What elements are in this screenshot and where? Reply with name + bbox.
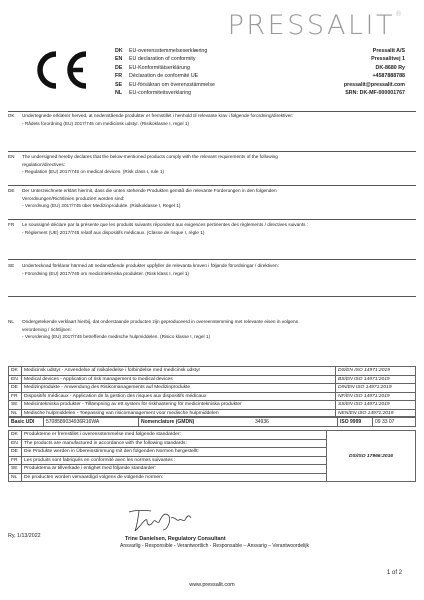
manufacture-standards-table bbox=[8, 430, 416, 482]
signature-icon bbox=[125, 506, 195, 534]
signer-name: Trine Danielsen, Regulatory Consultant bbox=[125, 536, 226, 542]
page-number: 1 of 2 bbox=[386, 570, 402, 576]
table-row: EN Medical devices - Application of risk management to medical devices BS/EN ISO 14971:2019 bbox=[9, 375, 416, 384]
table-row: FR Dispositifs médicaux - Application de la gestion des risques aux dispositifs médicaux NF/EN ISO 14971:2019 bbox=[9, 392, 416, 401]
table-row: NL Medische hulpmiddelen - Toepassing van risicomanagement voor medische hulpmiddelen NEN/EN ISO 14971:2019 bbox=[9, 409, 416, 418]
signer-role: Ansvarlig - Responsible - Verantwortlich - Responsable – Ansvarig – Verantwoordelijk bbox=[120, 543, 309, 549]
table-row: DE Die Produkte werden in Übereinstimmung mit den folgenden Normen hergestellt: bbox=[9, 448, 416, 457]
table-row: NL De producten worden vervaardigd volgens de volgende normen: bbox=[9, 473, 416, 482]
website-link[interactable]: www.pressalit.com bbox=[189, 582, 235, 588]
udi-table: Basic UDI 5708589034936R16WA Nomenclature (GMDN) 34936 ISO 9999 09 33 07 bbox=[8, 416, 416, 427]
table-row: DK Produkterne er fremstillet i overensstemmelse med følgende standarder: DS/ISO 17966:2016 bbox=[9, 431, 416, 440]
ce-mark-icon bbox=[30, 50, 90, 90]
date: Ry, 1/13/2022 bbox=[8, 533, 41, 539]
table-row: DK Medicinsk udstyr - Anvendelse af risikoledelse i forbindelse med medicinsk udstyr DS/EN ISO 14971:2019 bbox=[9, 367, 416, 376]
table-row: FR Les produits sont fabriqués en conformité avec les normes suivantes : bbox=[9, 456, 416, 465]
risk-standards-table bbox=[8, 366, 416, 418]
table-row: SE Produkterna är tillverkade i enlighet med följande standarder: bbox=[9, 465, 416, 474]
declaration-header: DK EU-overensstemmelseserklæring Pressalit A/S EN EU declaration of conformity Pressalitvej 1 DE EU-Konformitätserklärung DK-8680 Ry FR Déclaration de conformité UE +4587888788 SE EU-försäkran om överensstämmelse pressalit@pressalit.com NL EU-conformiteitsverklaring SRN: DK-MF-000001767 bbox=[115, 48, 405, 96]
table-row: DE Medizinprodukte - Anwendung des Risikomanagements auf Medizinprodukte DIN/EN ISO 14971:2019 bbox=[9, 384, 416, 393]
pressalit-logo: PRESSALIT® bbox=[227, 10, 402, 41]
table-row: SE Medicintekniska produkter - Tillämpning av ett system för riskhantering för medicintekniska produkter SS/EN ISO 14971:2019 bbox=[9, 401, 416, 410]
table-row: EN The products are manufactured in accordance with the following standards: bbox=[9, 439, 416, 448]
